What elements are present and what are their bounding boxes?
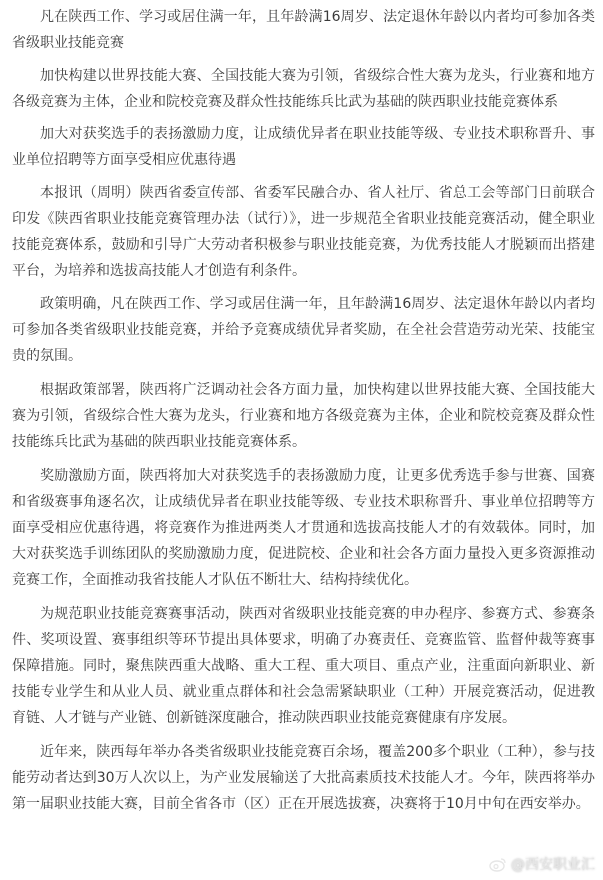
watermark (489, 854, 595, 874)
paragraph-policy: 政策明确，凡在陕西工作、学习或居住满一年，且年龄满16周岁、法定退休年龄以内者均可参加各类省级职业技能竞赛，并给予竞赛成绩优异者奖励，在全社会营造劳动光荣、技能宝贵的氛围。 (12, 296, 595, 364)
watermark-text: @西安职业汇 (511, 857, 595, 873)
paragraph-recent-years: 近年来，陕西每年举办各类省级职业技能竞赛百余场，覆盖200多个职业（工种），参与技能劳动者达到30万人次以上，为产业发展输送了大批高素质技术技能人才。今年，陕西将举办第一届职业技能大赛，目前全省各市（区）正在开展选拔赛，决赛将于10月中旬在西安举办。 (12, 744, 595, 812)
article-body (12, 4, 595, 817)
paragraph-regulation: 为规范职业技能竞赛赛事活动，陕西对省级职业技能竞赛的申办程序、参赛方式、参赛条件、奖项设置、赛事组织等环节提出具体要求，明确了办赛责任、竞赛监管、监督仲裁等赛事保障措施。同时，聚焦陕西重大战略、重大工程、重大项目、重点产业，注重面向新职业、新技能专业学生和从业人员、就业重点群体和社会急需紧缺职业（工种）开展竞赛活动，促进教育链、人才链与产业链、创新链深度融合，推动陕西职业技能竞赛健康有序发展。 (12, 606, 595, 726)
summary-point-eligibility: 凡在陕西工作、学习或居住满一年，且年龄满16周岁、法定退休年龄以内者均可参加各类省级职业技能竞赛 (12, 9, 595, 51)
paragraph-rewards: 奖励激励方面，陕西将加大对获奖选手的表扬激励力度，让更多优秀选手参与世赛、国赛和省级赛事角逐名次，让成绩优异者在职业技能等级、专业技术职称晋升、事业单位招聘等方面享受相应优惠待遇，将竞赛作为推进两类人才贯通和选拔高技能人才的有效载体。同时，加大对获奖选手训练团队的奖励激励力度，促进院校、企业和社会各方面力量投入更多资源推动竞赛工作，全面推动我省技能人才队伍不断壮大、结构持续优化。 (12, 468, 595, 588)
summary-point-system: 加快构建以世界技能大赛、全国技能大赛为引领，省级综合性大赛为龙头，行业赛和地方各级竞赛为主体，企业和院校竞赛及群众性技能练兵比武为基础的陕西职业技能竞赛体系 (12, 68, 595, 110)
summary-point-incentives: 加大对获奖选手的表扬激励力度，让成绩优异者在职业技能等级、专业技术职称晋升、事业单位招聘等方面享受相应优惠待遇 (12, 126, 595, 168)
weibo-icon (489, 857, 507, 872)
paragraph-deployment: 根据政策部署，陕西将广泛调动社会各方面力量，加快构建以世界技能大赛、全国技能大赛为引领，省级综合性大赛为龙头，行业赛和地方各级竞赛为主体，企业和院校竞赛及群众性技能练兵比武为基础的陕西职业技能竞赛体系。 (12, 382, 595, 450)
paragraph-lead: 本报讯（周明）陕西省委宣传部、省委军民融合办、省人社厅、省总工会等部门日前联合印发《陕西省职业技能竞赛管理办法（试行）》，进一步规范全省职业技能竞赛活动，健全职业技能竞赛体系，鼓励和引导广大劳动者积极参与职业技能竞赛，为优秀技能人才脱颖而出搭建平台，为培养和选拔高技能人才创造有利条件。 (12, 185, 595, 279)
